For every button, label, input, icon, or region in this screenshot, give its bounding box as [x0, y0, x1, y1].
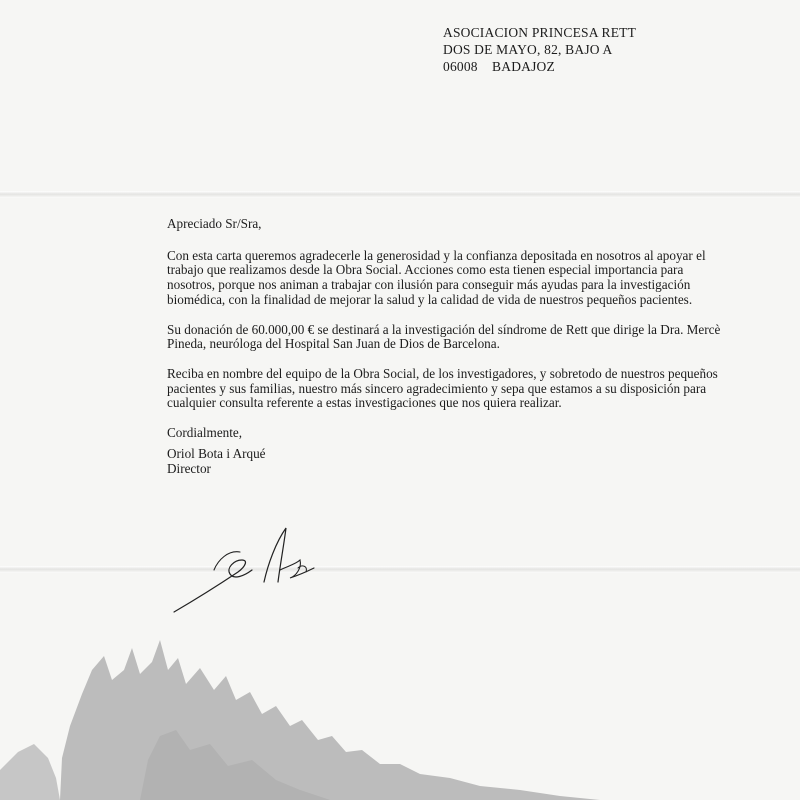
paragraph-thanks: Con esta carta queremos agradecerle la generosidad y la confianza depositada en nosotros al apoyar el trabajo que realizamos desde la Obra Social. Acciones como esta tienen especial importancia para nosotros, porque nos animan a trabajar con ilusión para conseguir más ayudas para la investigación biomédica, con la finalidad de mejorar la salud y la calidad de vida de nuestros pequeños pacientes. [167, 247, 706, 307]
paper-fold-line [0, 566, 800, 573]
paragraph-donation: Su donación de 60.000,00 € se destinará a la investigación del síndrome de Rett que dirige la Dra. Mercè Pineda, neuróloga del Hospital San Juan de Dios de Barcelona. [167, 321, 721, 352]
decorative-brush-graphic [0, 640, 800, 800]
recipient-line-3: 06008 BADAJOZ [443, 59, 555, 74]
letter-body [167, 217, 732, 441]
recipient-line-1: ASOCIACION PRINCESA RETT [443, 25, 637, 40]
signer-name: Oriol Bota i Arqué [167, 446, 266, 461]
handwritten-signature [168, 520, 328, 620]
paragraph-gratitude: Reciba en nombre del equipo de la Obra Social, de los investigadores, y sobretodo de nuestros pequeños pacientes y sus familias, nuestro más sincero agradecimiento y sepa que estamos a su disposición para cualquier consulta referente a estas investigaciones que nos quiera realizar. [167, 365, 718, 411]
recipient-line-2: DOS DE MAYO, 82, BAJO A [443, 42, 613, 57]
paper-fold-line [0, 191, 800, 198]
signer-title: Director [167, 461, 211, 476]
signer-block [167, 446, 266, 476]
closing: Cordialmente, [167, 425, 243, 441]
greeting: Apreciado Sr/Sra, [167, 216, 262, 231]
recipient-address [443, 24, 636, 75]
